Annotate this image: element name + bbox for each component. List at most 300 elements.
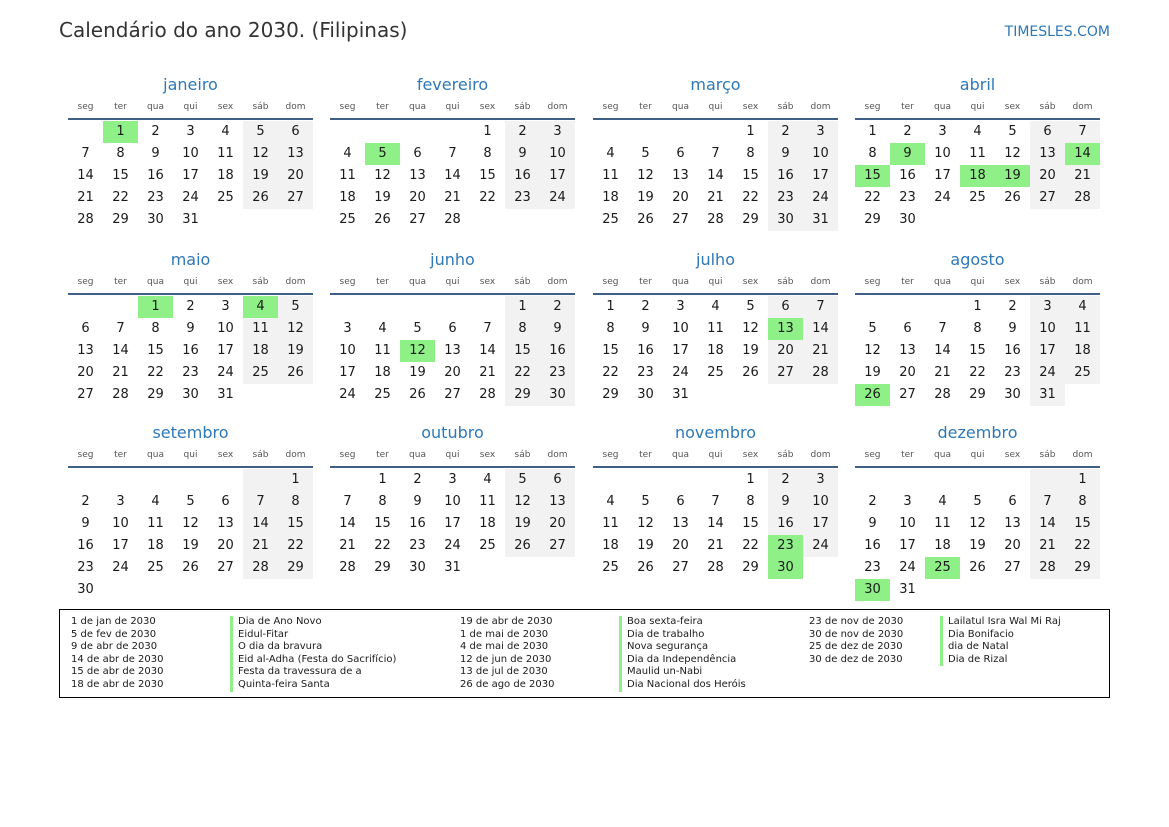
day-cell: 14 [803, 318, 838, 340]
day-cell: 15 [374, 516, 391, 531]
weekday-label: ter [901, 102, 914, 112]
day-grid [593, 120, 838, 231]
day-cell: 3 [116, 494, 125, 509]
weekday-label: seg [602, 102, 619, 112]
day-cell: 14 [1030, 513, 1065, 535]
day-cell: 4 [483, 472, 492, 487]
month-name: julho [696, 250, 735, 269]
legend-date: 13 de jul de 2030 [460, 666, 548, 678]
day-cell: 6 [903, 321, 912, 336]
holiday-day-cell: 1 [103, 121, 138, 143]
day-cell: 20 [444, 365, 461, 380]
day-cell: 8 [483, 146, 492, 161]
day-cell: 3 [1030, 296, 1065, 318]
day-cell: 24 [540, 187, 575, 209]
empty-day-cell [593, 121, 628, 143]
day-cell: 7 [938, 321, 947, 336]
day-cell: 7 [243, 491, 278, 513]
day-cell: 18 [479, 516, 496, 531]
day-cell: 23 [147, 190, 164, 205]
day-cell: 18 [602, 190, 619, 205]
day-cell: 8 [505, 318, 540, 340]
weekday-label: seg [77, 277, 94, 287]
day-cell: 25 [374, 387, 391, 402]
day-cell: 1 [483, 124, 492, 139]
day-cell: 23 [540, 362, 575, 384]
day-cell: 21 [112, 365, 129, 380]
day-cell: 25 [602, 560, 619, 575]
day-cell: 7 [1065, 121, 1100, 143]
weekday-label: ter [114, 277, 127, 287]
day-cell: 28 [112, 387, 129, 402]
day-cell: 2 [151, 124, 160, 139]
day-cell: 14 [707, 516, 724, 531]
day-cell: 19 [505, 513, 540, 535]
legend-date: 30 de dez de 2030 [809, 653, 903, 665]
month-name: agosto [950, 250, 1005, 269]
weekday-label: dom [810, 277, 831, 287]
weekday-label: sex [1004, 102, 1021, 112]
day-cell: 5 [278, 296, 313, 318]
empty-day-cell [925, 469, 960, 491]
legend-date: 12 de jun de 2030 [460, 653, 552, 665]
weekday-label: sáb [1039, 277, 1056, 287]
day-cell: 9 [868, 516, 877, 531]
month-name: setembro [152, 423, 229, 442]
day-cell: 23 [864, 560, 881, 575]
day-cell: 26 [409, 387, 426, 402]
weekday-label: qui [445, 277, 460, 287]
day-cell: 21 [803, 340, 838, 362]
legend-holiday-name: Quinta-feira Santa [230, 679, 396, 692]
day-cell: 30 [540, 384, 575, 406]
day-cell: 15 [112, 168, 129, 183]
empty-day-cell [330, 469, 365, 491]
legend-date: 30 de nov de 2030 [809, 628, 904, 640]
day-cell: 9 [540, 318, 575, 340]
month-calendar [593, 249, 838, 406]
weekday-label: qua [147, 277, 164, 287]
day-cell: 21 [444, 190, 461, 205]
day-cell: 2 [768, 469, 803, 491]
weekday-label: seg [77, 102, 94, 112]
holiday-day-cell: 18 [960, 165, 995, 187]
day-cell: 31 [803, 209, 838, 231]
day-cell: 9 [1008, 321, 1017, 336]
day-cell: 17 [899, 538, 916, 553]
day-cell: 17 [444, 516, 461, 531]
day-cell: 15 [742, 516, 759, 531]
empty-day-cell [698, 469, 733, 491]
day-cell: 8 [378, 494, 387, 509]
weekday-label: qui [708, 450, 723, 460]
month-calendar [330, 249, 575, 406]
day-cell: 14 [77, 168, 94, 183]
month-calendar [330, 422, 575, 579]
day-cell: 24 [803, 535, 838, 557]
day-cell: 20 [278, 165, 313, 187]
day-cell: 18 [243, 340, 278, 362]
month-name: dezembro [937, 423, 1018, 442]
day-cell: 24 [803, 187, 838, 209]
day-cell: 30 [768, 209, 803, 231]
day-cell: 16 [768, 513, 803, 535]
day-cell: 29 [278, 557, 313, 579]
day-cell: 26 [374, 212, 391, 227]
day-cell: 15 [147, 343, 164, 358]
day-cell: 19 [182, 538, 199, 553]
holiday-day-cell: 15 [855, 165, 890, 187]
day-cell: 4 [606, 494, 615, 509]
day-cell: 16 [864, 538, 881, 553]
day-cell: 17 [112, 538, 129, 553]
day-cell: 2 [505, 121, 540, 143]
day-cell: 4 [606, 146, 615, 161]
day-cell: 11 [934, 516, 951, 531]
day-cell: 1 [1065, 469, 1100, 491]
day-grid [330, 120, 575, 231]
weekday-label: sáb [252, 450, 269, 460]
legend-holiday-name: Festa da travessura de a [230, 666, 396, 679]
day-cell: 27 [1030, 187, 1065, 209]
day-cell: 18 [217, 168, 234, 183]
day-cell: 24 [934, 190, 951, 205]
weekday-header [593, 96, 838, 120]
day-cell: 17 [540, 165, 575, 187]
day-cell: 27 [409, 212, 426, 227]
weekday-label: dom [810, 450, 831, 460]
day-cell: 11 [147, 516, 164, 531]
month-calendar [68, 249, 313, 406]
empty-day-cell [400, 121, 435, 143]
day-cell: 24 [217, 365, 234, 380]
day-cell: 1 [606, 299, 615, 314]
empty-day-cell [960, 469, 995, 491]
day-cell: 22 [969, 365, 986, 380]
day-cell: 21 [707, 190, 724, 205]
day-cell: 17 [217, 343, 234, 358]
day-cell: 20 [217, 538, 234, 553]
day-cell: 24 [672, 365, 689, 380]
weekday-label: qua [934, 102, 951, 112]
empty-day-cell [243, 469, 278, 491]
weekday-header [330, 96, 575, 120]
day-cell: 3 [540, 121, 575, 143]
day-cell: 19 [278, 340, 313, 362]
day-cell: 2 [868, 494, 877, 509]
weekday-label: qui [708, 102, 723, 112]
day-cell: 27 [768, 362, 803, 384]
day-cell: 10 [1030, 318, 1065, 340]
day-cell: 5 [413, 321, 422, 336]
weekday-label: dom [810, 102, 831, 112]
month-calendar [593, 422, 838, 579]
day-cell: 9 [641, 321, 650, 336]
weekday-label: sáb [777, 277, 794, 287]
day-cell: 6 [413, 146, 422, 161]
empty-day-cell [103, 296, 138, 318]
weekday-label: qui [970, 277, 985, 287]
day-cell: 3 [221, 299, 230, 314]
day-cell: 21 [707, 538, 724, 553]
day-cell: 11 [707, 321, 724, 336]
empty-day-cell [470, 296, 505, 318]
month-calendar [855, 249, 1100, 406]
day-grid [330, 295, 575, 406]
holiday-day-cell: 13 [768, 318, 803, 340]
weekday-label: seg [864, 450, 881, 460]
day-cell: 15 [479, 168, 496, 183]
day-cell: 9 [768, 143, 803, 165]
day-cell: 14 [243, 513, 278, 535]
day-cell: 27 [77, 387, 94, 402]
day-cell: 10 [540, 143, 575, 165]
day-cell: 8 [606, 321, 615, 336]
day-cell: 29 [742, 212, 759, 227]
day-cell: 30 [899, 212, 916, 227]
empty-day-cell [103, 469, 138, 491]
day-cell: 11 [969, 146, 986, 161]
weekday-label: qua [934, 450, 951, 460]
day-cell: 20 [540, 513, 575, 535]
day-cell: 8 [973, 321, 982, 336]
holiday-day-cell: 30 [768, 557, 803, 579]
weekday-label: sáb [252, 102, 269, 112]
weekday-label: sáb [514, 102, 531, 112]
weekday-label: dom [547, 450, 568, 460]
empty-day-cell [173, 469, 208, 491]
weekday-label: sáb [252, 277, 269, 287]
day-cell: 26 [243, 187, 278, 209]
weekday-label: seg [864, 277, 881, 287]
weekday-label: qua [934, 277, 951, 287]
day-cell: 28 [1065, 187, 1100, 209]
legend-holiday-name: Dia de Ano Novo [230, 616, 396, 629]
weekday-label: sex [217, 450, 234, 460]
weekday-label: qua [147, 102, 164, 112]
day-cell: 6 [676, 494, 685, 509]
day-cell: 10 [444, 494, 461, 509]
day-cell: 17 [803, 165, 838, 187]
day-cell: 1 [278, 469, 313, 491]
day-cell: 29 [742, 560, 759, 575]
day-cell: 26 [278, 362, 313, 384]
day-cell: 7 [81, 146, 90, 161]
day-cell: 6 [278, 121, 313, 143]
day-cell: 29 [147, 387, 164, 402]
weekday-label: qui [183, 277, 198, 287]
month-name: maio [170, 250, 211, 269]
day-cell: 3 [903, 494, 912, 509]
day-cell: 9 [81, 516, 90, 531]
day-cell: 30 [182, 387, 199, 402]
day-cell: 29 [969, 387, 986, 402]
day-cell: 5 [505, 469, 540, 491]
day-cell: 25 [217, 190, 234, 205]
empty-day-cell [138, 469, 173, 491]
legend-names-column [940, 616, 1061, 666]
day-cell: 27 [278, 187, 313, 209]
day-cell: 16 [637, 343, 654, 358]
day-cell: 11 [217, 146, 234, 161]
legend-holiday-name: Maulid un-Nabi [619, 666, 746, 679]
day-cell: 18 [147, 538, 164, 553]
day-cell: 18 [374, 365, 391, 380]
day-cell: 13 [278, 143, 313, 165]
day-cell: 29 [1065, 557, 1100, 579]
day-cell: 16 [899, 168, 916, 183]
day-cell: 12 [742, 321, 759, 336]
day-cell: 1 [746, 124, 755, 139]
empty-day-cell [400, 296, 435, 318]
day-cell: 29 [112, 212, 129, 227]
day-cell: 25 [339, 212, 356, 227]
weekday-label: dom [1072, 277, 1093, 287]
legend-holiday-name: dia de Natal [940, 641, 1061, 654]
weekday-label: sáb [514, 277, 531, 287]
day-cell: 2 [1008, 299, 1017, 314]
site-link[interactable]: TIMESLES.COM [1004, 24, 1110, 40]
empty-day-cell [365, 296, 400, 318]
empty-day-cell [628, 469, 663, 491]
legend-date: 9 de abr de 2030 [71, 641, 158, 653]
day-cell: 10 [112, 516, 129, 531]
day-cell: 26 [637, 212, 654, 227]
day-cell: 16 [505, 165, 540, 187]
day-cell: 28 [444, 212, 461, 227]
day-cell: 6 [1030, 121, 1065, 143]
day-cell: 24 [899, 560, 916, 575]
day-cell: 14 [707, 168, 724, 183]
day-cell: 18 [1065, 340, 1100, 362]
day-cell: 6 [768, 296, 803, 318]
day-cell: 7 [343, 494, 352, 509]
day-cell: 30 [409, 560, 426, 575]
day-cell: 22 [505, 362, 540, 384]
weekday-label: qui [708, 277, 723, 287]
day-cell: 24 [182, 190, 199, 205]
day-cell: 3 [676, 299, 685, 314]
day-grid [330, 468, 575, 579]
weekday-label: sáb [1039, 450, 1056, 460]
day-cell: 22 [1065, 535, 1100, 557]
day-cell: 9 [768, 491, 803, 513]
day-cell: 10 [339, 343, 356, 358]
weekday-label: sex [217, 102, 234, 112]
holiday-day-cell: 30 [855, 579, 890, 601]
holiday-day-cell: 4 [243, 296, 278, 318]
day-cell: 19 [243, 165, 278, 187]
weekday-label: qua [409, 102, 426, 112]
day-cell: 24 [444, 538, 461, 553]
empty-day-cell [995, 469, 1030, 491]
weekday-label: qua [147, 450, 164, 460]
day-cell: 7 [448, 146, 457, 161]
day-cell: 22 [278, 535, 313, 557]
weekday-header [68, 271, 313, 295]
day-cell: 11 [479, 494, 496, 509]
month-calendar [855, 74, 1100, 231]
legend-holiday-name: Boa sexta-feira [619, 616, 746, 629]
day-cell: 23 [768, 187, 803, 209]
day-cell: 11 [602, 516, 619, 531]
day-cell: 16 [77, 538, 94, 553]
day-cell: 4 [343, 146, 352, 161]
day-cell: 2 [641, 299, 650, 314]
day-cell: 13 [444, 343, 461, 358]
day-cell: 13 [1004, 516, 1021, 531]
day-cell: 17 [803, 513, 838, 535]
empty-day-cell [330, 121, 365, 143]
day-cell: 3 [803, 121, 838, 143]
month-calendar [330, 74, 575, 231]
day-cell: 27 [540, 535, 575, 557]
day-cell: 23 [1004, 365, 1021, 380]
day-cell: 20 [77, 365, 94, 380]
day-cell: 4 [221, 124, 230, 139]
day-cell: 4 [711, 299, 720, 314]
empty-day-cell [1030, 469, 1065, 491]
weekday-label: sex [217, 277, 234, 287]
legend-date: 18 de abr de 2030 [71, 678, 164, 690]
day-cell: 14 [934, 343, 951, 358]
day-cell: 5 [868, 321, 877, 336]
weekday-label: sex [1004, 450, 1021, 460]
day-cell: 10 [934, 146, 951, 161]
day-cell: 27 [672, 212, 689, 227]
day-cell: 7 [116, 321, 125, 336]
weekday-label: qua [672, 102, 689, 112]
weekday-label: seg [77, 450, 94, 460]
empty-day-cell [855, 469, 890, 491]
legend-dates-column [809, 616, 903, 666]
empty-day-cell [890, 296, 925, 318]
day-cell: 10 [803, 491, 838, 513]
day-cell: 25 [147, 560, 164, 575]
empty-day-cell [628, 121, 663, 143]
weekday-label: sex [742, 450, 759, 460]
day-cell: 14 [479, 343, 496, 358]
day-cell: 22 [374, 538, 391, 553]
legend-holiday-name: O dia da bravura [230, 641, 396, 654]
day-cell: 3 [803, 469, 838, 491]
day-cell: 28 [243, 557, 278, 579]
legend-names-column [230, 616, 396, 692]
day-cell: 10 [182, 146, 199, 161]
day-cell: 27 [899, 387, 916, 402]
day-cell: 25 [243, 362, 278, 384]
legend-date: 23 de nov de 2030 [809, 616, 904, 627]
day-cell: 13 [672, 168, 689, 183]
day-cell: 27 [217, 560, 234, 575]
legend-date: 1 de mai de 2030 [460, 628, 549, 640]
empty-day-cell [330, 296, 365, 318]
day-cell: 26 [182, 560, 199, 575]
legend-date: 14 de abr de 2030 [71, 653, 164, 665]
day-cell: 12 [637, 516, 654, 531]
day-cell: 11 [374, 343, 391, 358]
weekday-label: seg [602, 450, 619, 460]
day-cell: 20 [672, 538, 689, 553]
day-cell: 15 [969, 343, 986, 358]
holiday-day-cell: 23 [768, 535, 803, 557]
day-cell: 1 [378, 472, 387, 487]
day-cell: 28 [77, 212, 94, 227]
empty-day-cell [663, 469, 698, 491]
day-cell: 21 [1065, 165, 1100, 187]
day-cell: 7 [711, 494, 720, 509]
day-cell: 7 [1030, 491, 1065, 513]
